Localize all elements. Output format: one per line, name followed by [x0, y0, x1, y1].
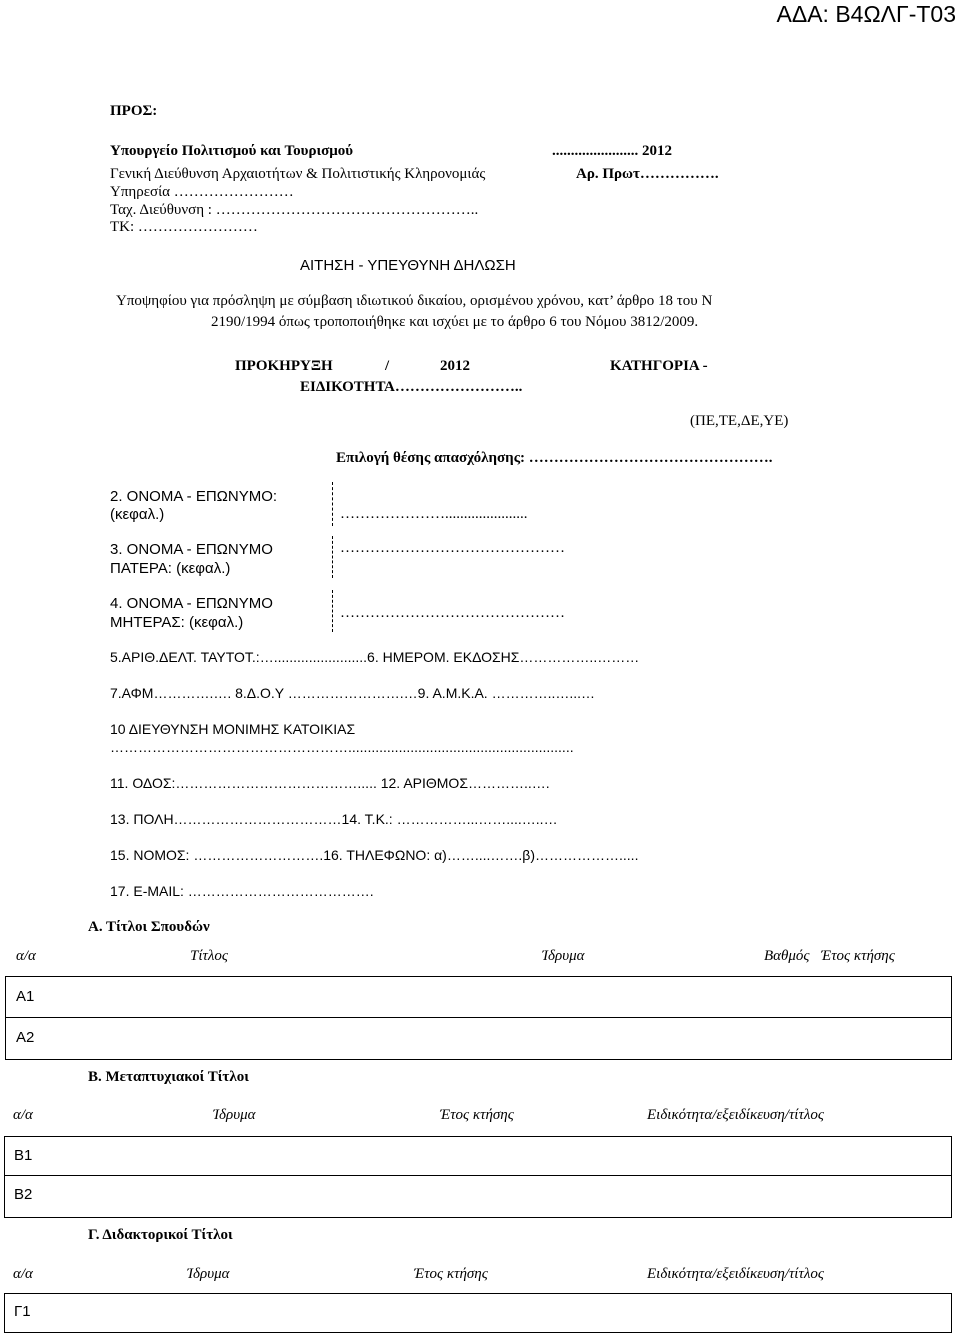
document-title: ΑΙΤΗΣΗ - ΥΠΕΥΘΥΝΗ ΔΗΛΩΣΗ: [300, 257, 516, 274]
recipient-label: ΠΡΟΣ:: [110, 103, 158, 119]
section-b-row-b2: Β2: [14, 1186, 33, 1203]
section-b-header-institution: Ίδρυμα: [213, 1107, 256, 1123]
name-label-line-2: (κεφαλ.): [110, 506, 165, 523]
street-line: 11. ΟΔΟΣ:…………………………………..... 12. ΑΡΙΘΜΟΣ…………..….: [110, 775, 550, 791]
specialty-field: ΕΙΔΙΚΟΤΗΤΑ……………………..: [300, 379, 523, 395]
section-a-table: [5, 976, 952, 1060]
section-a-row-a2: Α2: [16, 1029, 35, 1046]
mother-name-label-line-1: 4. ΟΝΟΜΑ - ΕΠΩΝΥΜΟ: [110, 595, 273, 612]
prefecture-phone-line: 15. ΝΟΜΟΣ: ……………………….16. ΤΗΛΕΦΩΝΟ: α)……....…….β)……………….....: [110, 847, 639, 863]
ada-code: ΑΔΑ: Β4ΩΛΓ-Τ03: [776, 1, 956, 27]
residence-value-field: ……………………………………………..........................................................: [110, 739, 574, 755]
section-a-row-a1: Α1: [16, 988, 35, 1005]
name-label-line-1: 2. ΟΝΟΜΑ - ΕΠΩΝΥΜΟ:: [110, 488, 278, 505]
mother-dashed-separator: [332, 590, 333, 632]
name-value-field: …………………......................: [340, 506, 528, 522]
postal-address-field: Ταχ. Διεύθυνση : ……………………………………………..: [110, 202, 479, 218]
section-b-row-b1: Β1: [14, 1147, 33, 1164]
notice-slash: /: [385, 358, 390, 374]
section-a-title: Α. Τίτλοι Σπουδών: [88, 919, 210, 935]
section-b-header-year: Έτος κτήσης: [440, 1107, 514, 1123]
section-b-title: Β. Μεταπτυχιακοί Τίτλοι: [88, 1069, 249, 1085]
category-label: ΚΑΤΗΓΟΡΙΑ -: [610, 358, 708, 374]
name-dashed-separator: [332, 482, 333, 526]
section-a-header-aa: α/α: [16, 948, 36, 964]
section-c-header-institution: Ίδρυμα: [187, 1266, 230, 1282]
section-a-header-year: Έτος κτήσης: [821, 948, 895, 964]
residence-label: 10 ΔΙΕΥΘΥΝΣΗ ΜΟΝΙΜΗΣ ΚΑΤΟΙΚΙΑΣ: [110, 721, 356, 737]
notice-year: 2012: [440, 358, 470, 374]
section-b-header-aa: α/α: [13, 1107, 33, 1123]
email-line: 17. E-MAIL: ………………………………….: [110, 883, 374, 899]
section-a-row-divider: [6, 1017, 951, 1018]
ministry-name: Υπουργείο Πολιτισμού και Τουρισμού: [110, 143, 354, 159]
tax-id-line: 7.ΑΦΜ………….…. 8.Δ.Ο.Υ …………………….…9. Α.Μ.Κ.Α. …………..…...…: [110, 685, 596, 701]
section-b-header-specialty: Ειδικότητα/εξειδίκευση/τίτλος: [647, 1107, 824, 1123]
position-choice-field: Επιλογή θέσης απασχόλησης: ………………………………………….: [336, 450, 773, 466]
document-description-line-1: Υποψηφίου για πρόσληψη με σύμβαση ιδιωτικού δικαίου, ορισμένου χρόνου, κατ’ άρθρο 18 του Ν: [116, 293, 713, 309]
service-field: Υπηρεσία ……………………: [110, 184, 294, 200]
section-b-row-divider: [5, 1175, 951, 1176]
father-dashed-separator: [332, 536, 333, 578]
section-c-title: Γ. Διδακτορικοί Τίτλοι: [88, 1227, 233, 1243]
notice-label: ΠΡΟΚΗΡΥΞΗ: [235, 358, 333, 374]
postal-code-field: ΤΚ: ……………………: [110, 219, 258, 235]
father-name-label-line-1: 3. ΟΝΟΜΑ - ΕΠΩΝΥΜΟ: [110, 541, 273, 558]
father-name-label-line-2: ΠΑΤΕΡΑ: (κεφαλ.): [110, 560, 231, 577]
mother-name-value-field: ………………………………………: [340, 605, 565, 621]
directorate-name: Γενική Διεύθυνση Αρχαιοτήτων & Πολιτιστικής Κληρονομιάς: [110, 166, 486, 182]
section-c-row-g1: Γ1: [14, 1303, 31, 1320]
section-c-header-aa: α/α: [13, 1266, 33, 1282]
section-c-header-year: Έτος κτήσης: [414, 1266, 488, 1282]
father-name-value-field: ………………………………………: [340, 540, 565, 556]
date-field: ....................... 2012: [552, 143, 672, 159]
specialty-levels: (ΠΕ,ΤΕ,ΔΕ,ΥΕ): [690, 413, 789, 429]
protocol-number: Αρ. Πρωτ…………….: [576, 166, 719, 182]
section-c-table: [4, 1293, 952, 1333]
section-a-header-title: Τίτλος: [190, 948, 228, 964]
section-a-header-grade: Βαθμός: [764, 948, 810, 964]
mother-name-label-line-2: ΜΗΤΕΡΑΣ: (κεφαλ.): [110, 614, 244, 631]
section-a-header-institution: Ίδρυμα: [542, 948, 585, 964]
section-b-table: [4, 1136, 952, 1218]
id-card-line: 5.ΑΡΙΘ.ΔΕΛΤ. ΤΑΥΤΟΤ.:…........................6. ΗΜΕΡΟΜ. ΕΚΔΟΣΗΣ……………..………: [110, 649, 640, 665]
city-line: 13. ΠΟΛΗ………………………………14. Τ.Κ.: ……………...……....…..…: [110, 811, 558, 827]
section-c-header-specialty: Ειδικότητα/εξειδίκευση/τίτλος: [647, 1266, 824, 1282]
document-description-line-2: 2190/1994 όπως τροποποιήθηκε και ισχύει με το άρθρο 6 του Νόμου 3812/2009.: [211, 314, 699, 330]
